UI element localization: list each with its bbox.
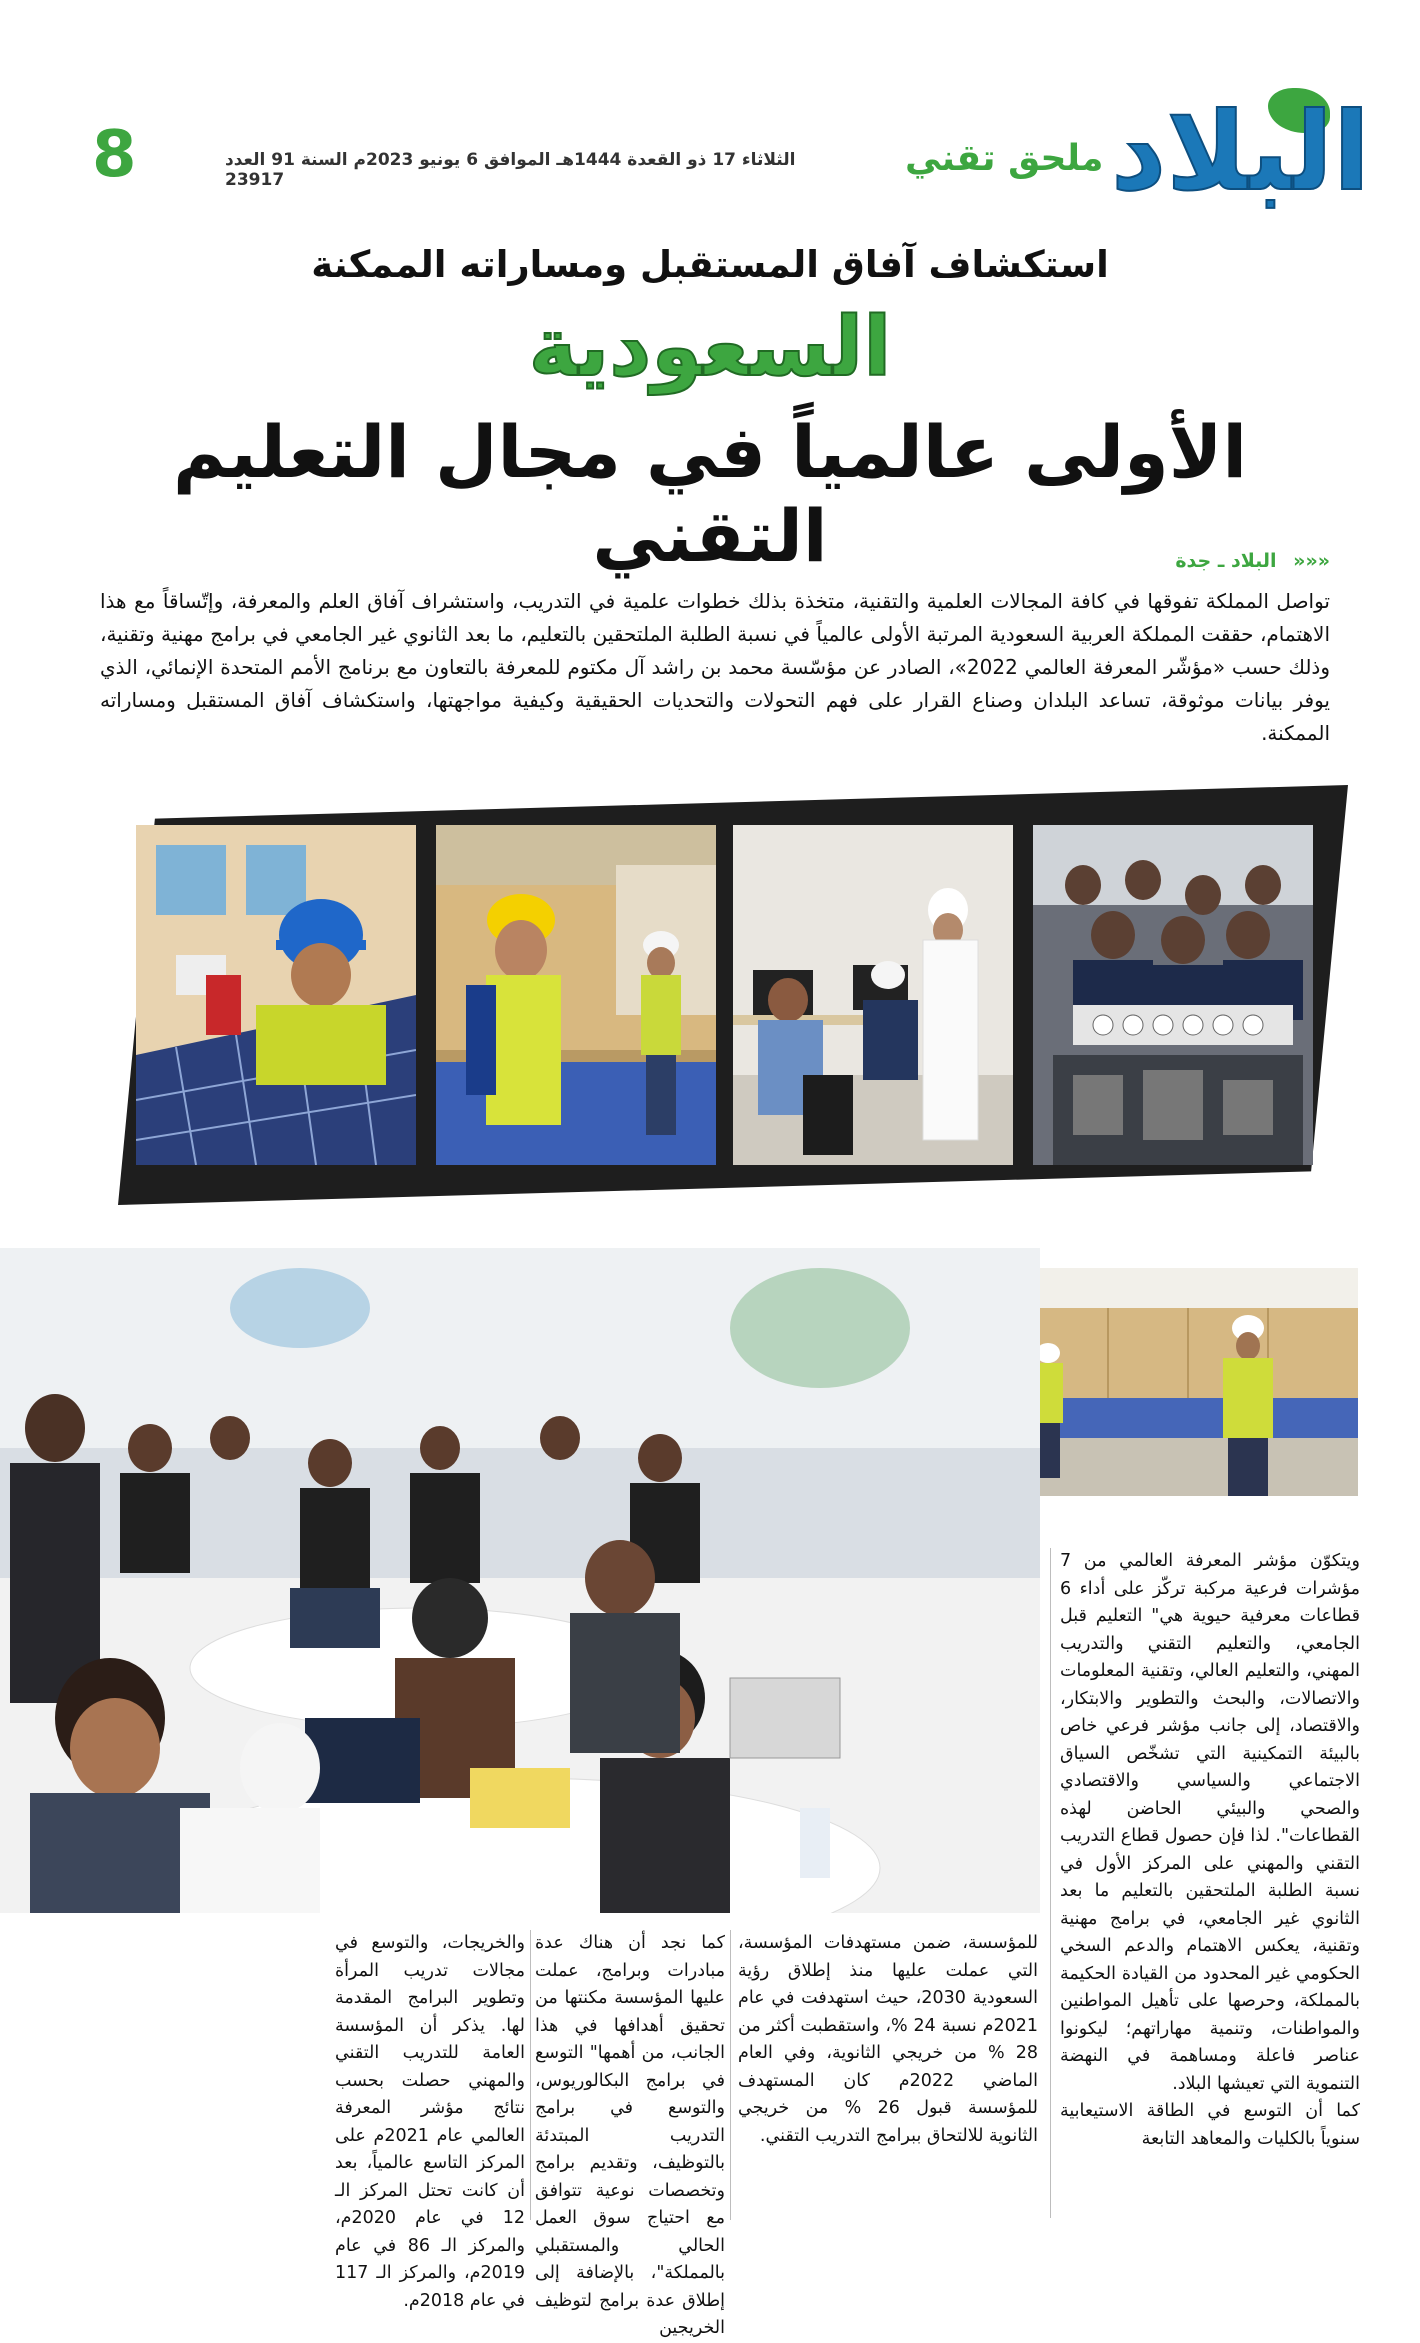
newspaper-logo: [1110, 88, 1370, 233]
double-chevron-icon: «««: [1293, 550, 1330, 572]
photo-hackathon-hall: [0, 1248, 1040, 1913]
photo-strip: [118, 785, 1348, 1205]
photo-engine-workshop: [1033, 825, 1313, 1165]
byline: [1175, 550, 1330, 572]
column-divider: [530, 1930, 531, 2220]
dateline: الثلاثاء 17 ذو القعدة 1444هـ الموافق 6 يونيو 2023م السنة 91 العدد 23917: [225, 150, 796, 190]
logo-text: البلاد: [1110, 90, 1370, 215]
headline-kicker: استكشاف آفاق المستقبل ومساراته الممكنة: [311, 243, 1109, 286]
headline-main: الأولى عالمياً في مجال التعليم التقني: [172, 410, 1248, 578]
page-number: 8: [92, 118, 137, 192]
intro-paragraph: تواصل المملكة تفوقها في كافة المجالات العلمية والتقنية، متخذة بذلك خطوات علمية في التدريب، واستشراف آفاق العلم والمعرفة، وإتّساقاً مع هذا الاهتمام، حققت المملكة العربية السعودية المرتبة الأولى عالمياً في نسبة الطلبة الملتحقين بالتعليم، ما بعد الثانوي غير الجامعي في برامج مهنية وتقنية، وذلك حسب «مؤشّر المعرفة العالمي 2022»، الصادر عن مؤسّسة محمد بن راشد آل مكتوم للمعرفة بالتعاون مع برنامج الأمم المتحدة الإنمائي، الذي يوفر بيانات موثوقة، تساعد البلدان وصناع القرار على فهم التحولات والتحديات الحقيقية وكيفية مواجهتها، واستكشاف آفاق المستقبل ومساراته الممكنة.: [100, 589, 1330, 745]
photo-electrical-lab: [436, 825, 716, 1165]
headline-main-green: السعودية: [528, 300, 892, 395]
photo-computer-lab: [733, 825, 1013, 1165]
article-column-right: ويتكوّن مؤشر المعرفة العالمي من 7 مؤشرات فرعية مركبة تركّز على أداء 6 قطاعات معرفية حيوية هي" التعليم قبل الجامعي، والتعليم التقني والتدريب المهني، والتعليم العالي، وتقنية المعلومات والاتصالات، والبحث والتطوير والابتكار، والاقتصاد، إلى جانب مؤشر فرعي خاص بالبيئة التمكينية التي تشخّص السياق الاجتماعي والسياسي والاقتصادي والصحي والبيئي الحاضن لهذه القطاعات". لذا فإن حصول قطاع التدريب التقني والمهني على المركز الأول في نسبة الطلبة الملتحقين بالتعليم ما بعد الثانوي غير الجامعي، في برامج مهنية وتقنية، يعكس الاهتمام والدعم السخي الحكومي غير المحدود من القيادة الحكيمة بالمملكة، وحرصها على تأهيل المواطنين والمواطنات، وتنمية مهاراتهم؛ ليكونوا عناصر فاعلة ومساهمة في النهضة التنموية التي تعيشها البلاد. كما أن التوسع في الطاقة الاستيعابية سنوياً بالكليات والمعاهد التابعة: [1060, 1551, 1360, 2149]
column-divider: [730, 1930, 731, 2220]
byline-text: البلاد ـ جدة: [1175, 550, 1277, 572]
supplement-title: ملحق تقني: [905, 138, 1104, 179]
article-column-2: كما نجد أن هناك عدة مبادرات وبرامج، عملت عليها المؤسسة مكنتها من تحقيق أهدافها في هذا الجانب، من أهمها" التوسع في برامج البكالوريوس، والتوسع في برامج التدريب المبتدئة بالتوظيف، وتقديم برامج وتخصصات نوعية تتوافق مع احتياج سوق العمل الحالي والمستقبلي بالمملكة"، بالإضافة إلى إطلاق عدة برامج لتوظيف الخريجين: [535, 1933, 725, 2338]
article-column-1: للمؤسسة، ضمن مستهدفات المؤسسة، التي عملت عليها منذ إطلاق رؤية السعودية 2030، حيث استهدفت في عام 2021م نسبة 24 %، واستقطبت أكثر من 28 % من خريجي الثانوية، وفي العام الماضي 2022م كان المستهدف للمؤسسة قبول 26 % من خريجي الثانوية للالتحاق ببرامج التدريب التقني.: [738, 1933, 1039, 2146]
article-column-3: والخريجات، والتوسع في مجالات تدريب المرأة وتطوير البرامج المقدمة لها. يذكر أن المؤسسة العامة للتدريب التقني والمهني حصلت بحسب نتائج مؤشر المعرفة العالمي عام 2021م على المركز التاسع عالمياً، بعد أن كانت تحتل المركز الـ 12 في عام 2020م، والمركز الـ 86 في عام 2019م، والمركز الـ 117 في عام 2018م.: [335, 1933, 525, 2311]
column-divider: [1050, 1548, 1051, 2218]
photo-solar-technician: [136, 825, 416, 1165]
